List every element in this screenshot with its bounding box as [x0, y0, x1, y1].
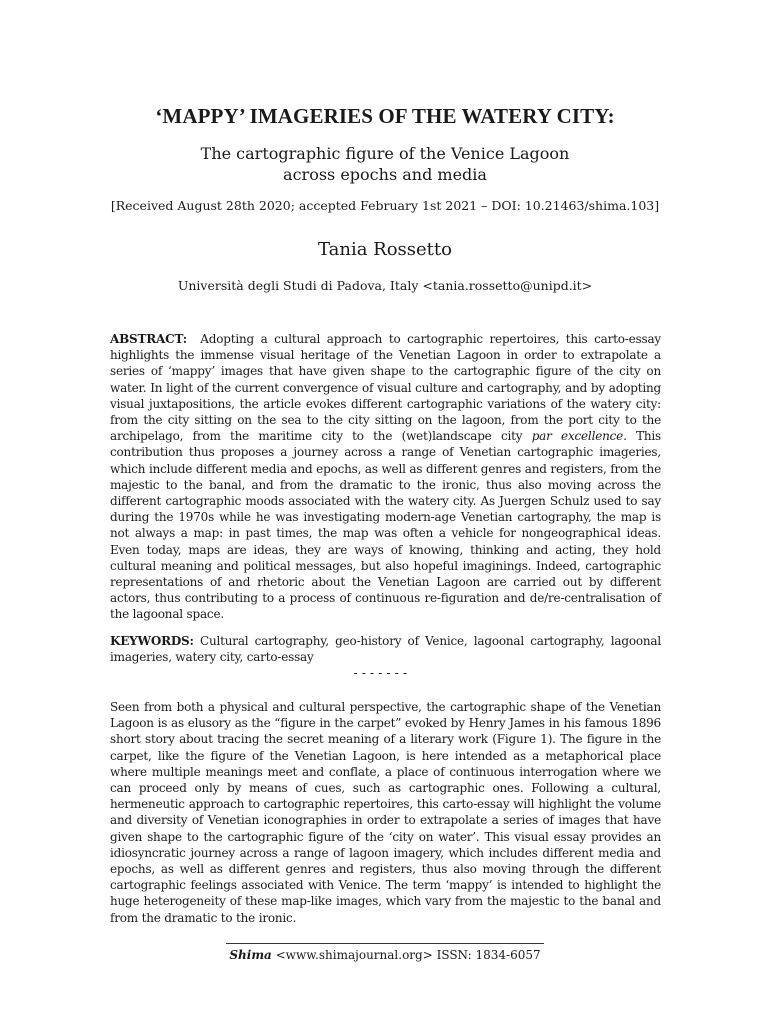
abstract-italic-term: par excellence	[531, 429, 624, 444]
abstract-label: ABSTRACT:	[110, 332, 188, 346]
abstract-text-2: . This contribution thus proposes a journey across a range of Venetian cartographic imageries, which include different media and epochs, as well as different genres and registers, from the majestic to the banal, and from the dramatic to the ironic, thus also moving across the different cartographic moods associated with the watery city. As Juergen Schulz used to say during the 1970s while he was investigating modern-age Venetian cartography, the map is not always a map: in past times, the map was often a vehicle for nongeographical ideas. Even today, maps are ideas, they are ways of knowing, thinking and acting, they hold cultural meaning and political messages, but also hopeful imaginings. Indeed, cartographic representations of and rhetoric about the Venetian Lagoon are carried out by different actors, thus contributing to a process of continuous re-figuration and de/re-centralisation of the lagoonal space.	[110, 429, 661, 622]
keywords-paragraph	[110, 633, 661, 665]
footer-rule	[226, 943, 544, 944]
keywords-text: Cultural cartography, geo-history of Venice, lagoonal cartography, lagoonal imageries, watery city, carto-essay	[110, 634, 661, 665]
page-footer	[0, 948, 770, 962]
journal-name: Shima	[229, 948, 272, 962]
article-subtitle	[0, 143, 770, 185]
body-paragraph: Seen from both a physical and cultural perspective, the cartographic shape of the Venetian Lagoon is as elusory as the “figure in the carpet” evoked by Henry James in his famous 1896 short story about tracing the secret meaning of a literary work (Figure 1). The figure in the carpet, like the figure of the Venetian Lagoon, is here intended as a metaphorical place where multiple meanings meet and conflate, a place of continuous interrogation where we can proceed only by means of cues, such as cartographic ones. Following a cultural, hermeneutic approach to cartographic repertoires, this carto-essay will highlight the volume and diversity of Venetian iconographies in order to extrapolate a series of images that have given shape to the cartographic figure of the ‘city on water’. This visual essay provides an idiosyncratic journey across a range of lagoon imagery, which includes different media and epochs, as well as different genres and registers, thus also moving through the different cartographic feelings associated with Venice. The term ‘mappy’ is intended to highlight the huge heterogeneity of these map-like images, which vary from the majestic to the banal and from the dramatic to the ironic.	[110, 700, 661, 925]
article-title: ‘MAPPY’ IMAGERIES OF THE WATERY CITY:	[155, 104, 615, 128]
section-separator: -------	[352, 666, 410, 680]
author-name: Tania Rossetto	[318, 239, 452, 260]
keywords-label: KEYWORDS:	[110, 634, 194, 648]
subtitle-line-1: The cartographic figure of the Venice Lagoon	[200, 144, 570, 163]
author-affiliation: Università degli Studi di Padova, Italy <tania.rossetto@unipd.it>	[177, 278, 593, 293]
received-dates-doi: [Received August 28th 2020; accepted February 1st 2021 – DOI: 10.21463/shima.103]	[110, 198, 660, 213]
abstract-text-1: Adopting a cultural approach to cartographic repertoires, this carto-essay highlights the immense visual heritage of the Venetian Lagoon in order to extrapolate a series of ‘mappy’ images that have given shape to the cartographic figure of the city on water. In light of the current convergence of visual culture and cartography, and by adopting visual juxtapositions, the article evokes different cartographic variations of the watery city: from the city sitting on the sea to the city sitting on the lagoon, from the port city to the archipelago, from the maritime city to the (wet)landscape city	[110, 332, 661, 444]
footer-url-issn: <www.shimajournal.org> ISSN: 1834-6057	[271, 948, 541, 962]
subtitle-line-2: across epochs and media	[283, 165, 487, 184]
abstract-paragraph	[110, 331, 661, 623]
